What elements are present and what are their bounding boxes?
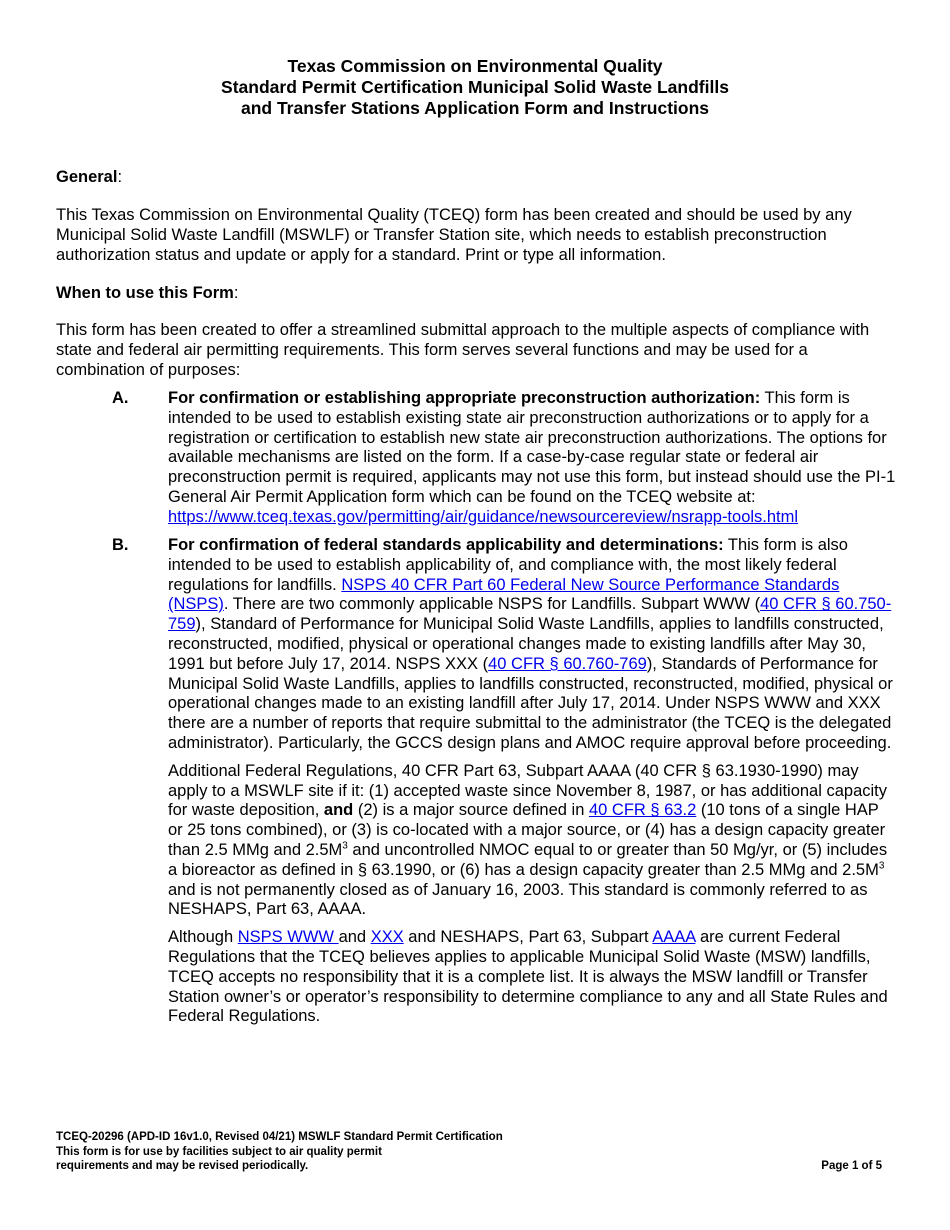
list-item-b bbox=[56, 536, 896, 1035]
title-line-2: Standard Permit Certification Municipal Solid Waste Landfills bbox=[221, 77, 729, 97]
document-title bbox=[0, 56, 950, 119]
cfr-63-2-link[interactable]: 40 CFR § 63.2 bbox=[588, 801, 697, 820]
item-b-bold-lead: For confirmation of federal standards applicability and determinations: bbox=[168, 536, 724, 554]
title-line-1: Texas Commission on Environmental Quality bbox=[287, 56, 663, 76]
general-paragraph: This Texas Commission on Environmental Quality (TCEQ) form has been created and should be used by any Municipal Solid Waste Landfill (MSWLF) or Transfer Station site, which needs to establish preconstruction authorization status and update or apply for a standard. Print or type all information. bbox=[56, 206, 852, 264]
item-a-bold-lead: For confirmation or establishing appropriate preconstruction authorization: bbox=[168, 389, 761, 407]
item-a-letter: A. bbox=[112, 389, 129, 407]
cfr-60-750-link[interactable]: 40 CFR § 60.750-759 bbox=[168, 595, 892, 634]
cfr-60-760-link[interactable]: 40 CFR § 60.760-769 bbox=[488, 654, 647, 673]
general-heading: General: bbox=[56, 168, 123, 186]
item-b-body bbox=[168, 536, 896, 1027]
footer-note-1: This form is for use by facilities subject to air quality permit bbox=[56, 1145, 382, 1158]
item-b-paragraph-1: For confirmation of federal standards applicability and determinations: This form is also intended to be used to establish applicability of, and compliance with, the most likely federal regulations for landfills. NSPS 40 CFR Part 60 Federal New Source Performance Standards (NSPS). There are two commonly applicable NSPS for Landfills. Subpart WWW (40 CFR § 60.750-759), Standard of Performance for Municipal Solid Waste Landfills, applies to landfills constructed, reconstructed, modified, physical or operational changes made to existing landfills after May 30, 1991 but before July 17, 2014. NSPS XXX (40 CFR § 60.760-769), Standards of Performance for Municipal Solid Waste Landfills, applies to landfills constructed, reconstructed, modified, physical or operational changes made to an existing landfill after July 17, 2014. Under NSPS WWW and XXX there are a number of reports that require submittal to the administrator (the TCEQ is the delegated administrator). Particularly, the GCCS design plans and AMOC require approval before proceeding. bbox=[168, 536, 893, 752]
nsr-tools-link[interactable]: https://www.tceq.texas.gov/permitting/air/guidance/newsourcereview/nsrapp-tools.html bbox=[168, 507, 799, 526]
footer-form-id: TCEQ-20296 (APD-ID 16v1.0, Revised 04/21) MSWLF Standard Permit Certification bbox=[56, 1131, 503, 1143]
item-b-letter: B. bbox=[112, 536, 129, 554]
page-number: Page 1 of 5 bbox=[821, 1160, 882, 1172]
xxx-link[interactable]: XXX bbox=[370, 928, 404, 947]
page-footer bbox=[56, 1130, 882, 1174]
nsps-www-link[interactable]: NSPS WWW bbox=[237, 928, 339, 947]
aaaa-link[interactable]: AAAA bbox=[652, 928, 696, 947]
title-line-3: and Transfer Stations Application Form and Instructions bbox=[240, 98, 709, 118]
item-a-body bbox=[168, 389, 896, 528]
item-b-paragraph-3: Although NSPS WWW and XXX and NESHAPS, Part 63, Subpart AAAA are current Federal Regulations that the TCEQ believes applies to applicable Municipal Solid Waste (MSW) landfills, TCEQ accepts no responsibility that it is a complete list. It is always the MSW landfill or Transfer Station owner’s or operator’s responsibility to determine compliance to any and all State Rules and Federal Regulations. bbox=[168, 928, 888, 1026]
nsps-part-60-link[interactable]: NSPS 40 CFR Part 60 Federal New Source Performance Standards (NSPS) bbox=[168, 575, 840, 614]
when-paragraph: This form has been created to offer a streamlined submittal approach to the multiple aspects of compliance with state and federal air permitting requirements. This form serves several functions and may be used for a combination of purposes: bbox=[56, 321, 870, 379]
item-a-text: This form is intended to be used to establish existing state air preconstruction authorizations or to apply for a registration or certification to establish new state air preconstruction authorizations. The options for available mechanisms are listed on the form. If a case-by-case regular state or federal air preconstruction permit is required, applicants may not use this form, but instead should use the PI-1 General Air Permit Application form which can be found on the TCEQ website at: bbox=[168, 389, 896, 506]
when-heading: When to use this Form: bbox=[56, 284, 239, 302]
item-b-paragraph-2: Additional Federal Regulations, 40 CFR Part 63, Subpart AAAA (40 CFR § 63.1930-1990) may apply to a MSWLF site if it: (1) accepted waste since November 8, 1987, or has additional capacity for waste deposition, and (2) is a major source defined in 40 CFR § 63.2 (10 tons of a single HAP or 25 tons combined), or (3) is co-located with a major source, or (4) has a design capacity greater than 2.5 MMg and $2.5M^3$ and uncontrolled NMOC equal to or greater than 50 Mg/yr, or (5) includes a bioreactor as defined in § 63.1990, or (6) has a design capacity greater than 2.5 MMg and $2.5M^3$ and is not permanently closed as of January 16, 2003. This standard is commonly referred to as NESHAPS, Part 63, AAAA. bbox=[168, 761, 888, 919]
footer-note-2: requirements and may be revised periodically. bbox=[56, 1160, 309, 1172]
list-item-a bbox=[56, 389, 896, 536]
